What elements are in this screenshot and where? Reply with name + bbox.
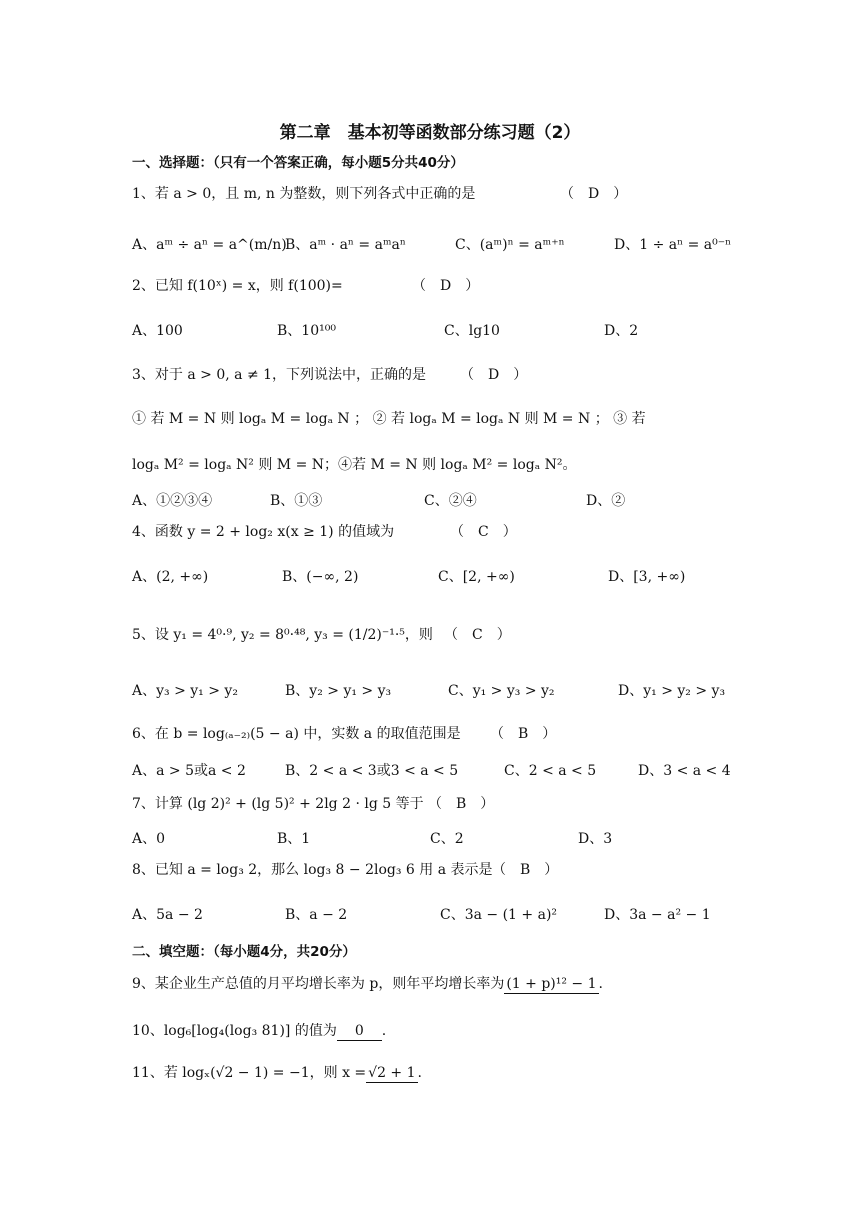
q6-option-a: A、a > 5或a < 2 (132, 763, 246, 779)
question-2-answer: （ D ） (412, 278, 480, 294)
q6-option-c: C、2 < a < 5 (504, 763, 597, 779)
question-8-answer: （ B ） (492, 862, 559, 878)
q5-option-c: C、y₁ > y₃ > y₂ (448, 683, 555, 699)
q1-option-c: C、(aᵐ)ⁿ = aᵐ⁺ⁿ (455, 237, 565, 253)
q4-option-d: D、[3, +∞) (608, 569, 686, 585)
q7-option-b: B、1 (277, 831, 311, 847)
q2-option-d: D、2 (604, 323, 639, 339)
question-10-text: 10、log₆[log₄(log₃ 81)] 的值为 (132, 1023, 337, 1039)
question-3-statements-line2: logₐ M² = logₐ N² 则 M = N；④若 M = N 则 logₐ M² = logₐ N²。 (132, 457, 577, 473)
question-11-text: 11、若 logₓ(√2 − 1) = −1，则 x = (132, 1065, 367, 1081)
question-9 (132, 975, 603, 994)
q8-option-c: C、3a − (1 + a)² (440, 907, 558, 923)
question-1-text: 1、若 a > 0，且 m, n 为整数，则下列各式中正确的是 (132, 186, 476, 202)
q5-option-a: A、y₃ > y₁ > y₂ (132, 683, 238, 699)
question-5-text: 5、设 y₁ = 4⁰·⁹, y₂ = 8⁰·⁴⁸, y₃ = (1/2)⁻¹·⁵，则 (132, 627, 433, 643)
question-10-answer: 0 (337, 1022, 382, 1041)
question-11-answer: √2 + 1 (368, 1065, 416, 1081)
question-3-text: 3、对于 a > 0, a ≠ 1，下列说法中，正确的是 (132, 367, 427, 383)
q4-option-a: A、(2, +∞) (132, 569, 209, 585)
q6-option-d: D、3 < a < 4 (638, 763, 731, 779)
question-4-answer: （ C ） (450, 524, 517, 540)
question-8-text: 8、已知 a = log₃ 2，那么 log₃ 8 − 2log₃ 6 用 a 表示是 (132, 862, 493, 878)
q5-option-d: D、y₁ > y₂ > y₃ (618, 683, 726, 699)
q6-option-b: B、2 < a < 3或3 < a < 5 (285, 763, 459, 779)
question-7-text: 7、计算 (lg 2)² + (lg 5)² + 2lg 2 · lg 5 等于 (132, 796, 424, 812)
page-title: 第二章 基本初等函数部分练习题（2） (279, 123, 581, 143)
q3-option-a: A、①②③④ (132, 493, 213, 509)
question-7-answer: （ B ） (428, 796, 495, 812)
q3-option-d: D、② (586, 493, 626, 509)
question-6-text: 6、在 b = log₍ₐ₋₂₎(5 − a) 中，实数 a 的取值范围是 (132, 726, 461, 742)
question-4-text: 4、函数 y = 2 + log₂ x(x ≥ 1) 的值域为 (132, 524, 395, 540)
question-3-statements-line1: ① 若 M = N 则 logₐ M = logₐ N ； ② 若 logₐ M = logₐ N 则 M = N ； ③ 若 (132, 411, 646, 427)
q7-option-a: A、0 (132, 831, 166, 847)
q2-option-a: A、100 (132, 323, 183, 339)
question-9-text: 9、某企业生产总值的月平均增长率为 p，则年平均增长率为 (132, 976, 505, 992)
question-3-answer: （ D ） (460, 367, 528, 383)
q1-option-a: A、aᵐ ÷ aⁿ = a^(m/n) (132, 237, 287, 253)
q4-option-c: C、[2, +∞) (438, 569, 515, 585)
question-11 (132, 1064, 422, 1083)
q1-option-d: D、1 ÷ aⁿ = a⁰⁻ⁿ (614, 237, 732, 253)
section-choice-heading: 一、选择题：（只有一个答案正确，每小题5分共40分） (132, 155, 464, 171)
q3-option-b: B、①③ (270, 493, 323, 509)
question-1-answer: （ D ） (560, 186, 628, 202)
q2-option-c: C、lg10 (444, 323, 500, 339)
q8-option-b: B、a − 2 (285, 907, 348, 923)
question-11-tail: . (417, 1065, 422, 1081)
q2-option-b: B、10¹⁰⁰ (277, 323, 336, 339)
q5-option-b: B、y₂ > y₁ > y₃ (285, 683, 392, 699)
q3-option-c: C、②④ (424, 493, 477, 509)
question-10 (132, 1022, 386, 1041)
q7-option-c: C、2 (430, 831, 464, 847)
q7-option-d: D、3 (578, 831, 613, 847)
question-1 (132, 185, 475, 203)
q8-option-d: D、3a − a² − 1 (604, 907, 711, 923)
question-9-tail: . (598, 976, 603, 992)
question-6-answer: （ B ） (490, 726, 557, 742)
q1-option-b: B、aᵐ · aⁿ = aᵐaⁿ (285, 237, 406, 253)
question-10-tail: . (381, 1023, 387, 1039)
section-fill-heading: 二、填空题：（每小题4分，共20分） (132, 944, 356, 960)
question-5-answer: （ C ） (444, 627, 511, 643)
q4-option-b: B、(−∞, 2) (282, 569, 359, 585)
question-2-text: 2、已知 f(10ˣ) = x，则 f(100)= (132, 278, 343, 294)
question-9-answer: (1 + p)¹² − 1 (506, 976, 597, 992)
q8-option-a: A、5a − 2 (132, 907, 203, 923)
